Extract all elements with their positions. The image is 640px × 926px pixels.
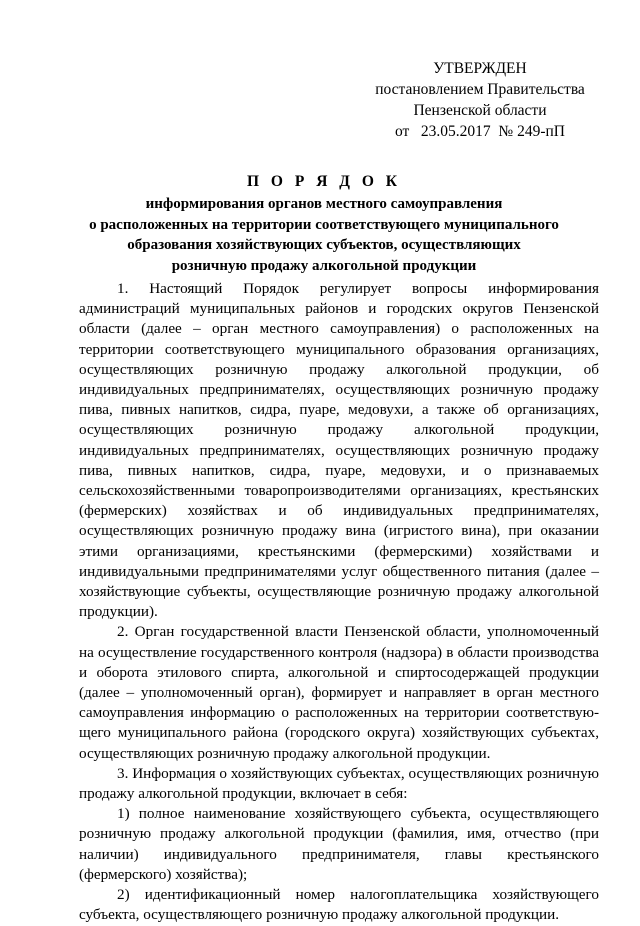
approval-line: постановлением Правительства: [375, 81, 585, 98]
approval-title: УТВЕРЖДЕН: [433, 60, 527, 77]
document-body: [79, 279, 599, 926]
heading-line: образования хозяйствующих субъектов, осуществляющих: [127, 237, 521, 253]
list-item: 2) идентификационный номер налогоплательщика хозяйствующего субъекта, осуществляющего розничную продажу алкогольной продукции.: [79, 886, 599, 924]
heading-line: о расположенных на территории соответствующего муниципального: [89, 216, 559, 233]
heading-line: информирования органов местного самоуправления: [145, 196, 503, 212]
paragraph: 3. Информация о хозяйствующих субъектах, осуществляющих розничную продажу алкогольной продукции, включает в себя:: [79, 764, 600, 803]
approval-line: Пензенской области: [413, 102, 547, 119]
paragraph: 2. Орган государственной власти Пензенской области, уполномоченный на осуществление государственного контроля (надзора) в области производства и оборота этилового спирта, алкогольной и спиртосодержащей продукции (далее – уполномоченный орган), формирует и направляет в орган местного самоуправления информацию о расположенных на территории соответствующего муниципального района (городского округа) хозяйствующих субъектах, осуществляющих розничную продажу алкогольной продукции.: [79, 623, 599, 762]
heading-line: розничную продажу алкогольной продукции: [171, 257, 477, 274]
approval-date-number: от 23.05.2017 № 249-пП: [394, 123, 565, 140]
document-title: П О Р Я Д О К: [247, 173, 401, 190]
paragraph: 1. Настоящий Порядок регулирует вопросы информирования администраций муниципальных районов и городских округов Пензенской области (далее – орган местного самоуправления) о расположенных на территории соответствующего муниципального образования организациях, осуществляющих розничную продажу алкогольной продукции, об индивидуальных предпринимателях, осуществляющих розничную продажу пива, пивных напитков, сидра, пуаре, медовухи, а также об организациях, осуществляющих розничную продажу алкогольной продукции, индивидуальных предпринимателях, осуществляющих розничную продажу пива, пивных напитков, сидра, пуаре, медовухи, и о признаваемых сельскохозяйственными товаропроизводителями организациях, крестьянских (фермерских) хозяйствах и об индивидуальных предпринимателях, осуществляющих розничную продажу вина (игристого вина), при оказании этими организациями, крестьянскими (фермерскими) хозяйствами и индивидуальными предпринимателями услуг общественного питания (далее – хозяйствующие субъекты, осуществляющие розничную продажу алкогольной продукции).: [79, 280, 599, 621]
list-item: 1) полное наименование хозяйствующего субъекта, осуществляющего розничную продажу алкогольной продукции (фамилия, имя, отчество (при наличии) индивидуального предпринимателя, главы крестьянского (фермерского) хозяйства);: [79, 805, 599, 883]
document-heading: [60, 172, 588, 276]
approval-block: [360, 58, 600, 142]
